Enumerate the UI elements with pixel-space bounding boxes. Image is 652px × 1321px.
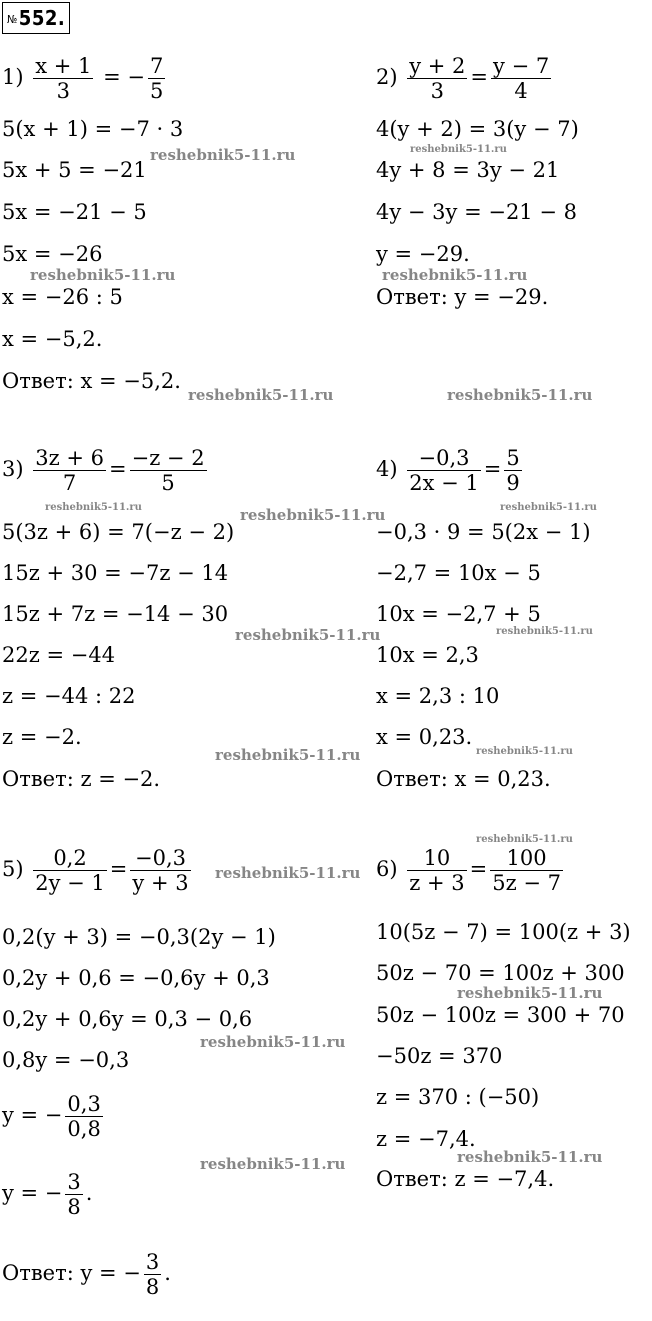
p4-line-6: x = 0,23. — [376, 725, 473, 749]
watermark: reshebnik5-11.ru — [215, 746, 361, 764]
p5-answer: Ответ: y = − $\frac{3}{8}$ . — [2, 1250, 171, 1299]
p3-line-5: z = −44 : 22 — [2, 684, 136, 708]
p1-line-3: 5x = −21 − 5 — [2, 200, 147, 224]
p6-line-4: −50z = 370 — [376, 1044, 503, 1068]
p2-line-3: 4y − 3y = −21 − 8 — [376, 200, 577, 224]
p5-line-3: 0,2y + 0,6y = 0,3 − 0,6 — [2, 1007, 253, 1031]
watermark: reshebnik5-11.ru — [382, 266, 528, 284]
p1-line-5: x = −26 : 5 — [2, 285, 123, 309]
p1-equation: 1) $\frac{x + 1}{3}$ = − $\frac{7}{5}$ — [2, 54, 164, 103]
p5-equation: 5) $\frac{0,2}{2y - 1}$ = $\frac{-0,3}{y + 3}$ — [2, 846, 189, 895]
p5-line-1: 0,2(y + 3) = −0,3(2y − 1) — [2, 925, 276, 949]
p3-equation: 3) $\frac{3z + 6}{7}$ = $\frac{-z - 2}{5}$ — [2, 446, 205, 495]
watermark: reshebnik5-11.ru — [150, 146, 296, 164]
p2-line-4: y = −29. — [376, 242, 470, 266]
watermark: reshebnik5-11.ru — [240, 506, 386, 524]
p4-answer: Ответ: x = 0,23. — [376, 767, 551, 791]
watermark: reshebnik5-11.ru — [200, 1033, 346, 1051]
p6-line-3: 50z − 100z = 300 + 70 — [376, 1003, 625, 1027]
p6-equation: 6) $\frac{10}{z + 3}$ = $\frac{100}{5z - 7}$ — [376, 846, 561, 895]
p4-line-2: −2,7 = 10x − 5 — [376, 561, 541, 585]
p3-line-4: 22z = −44 — [2, 643, 116, 667]
p2-line-1: 4(y + 2) = 3(y − 7) — [376, 117, 579, 141]
watermark: reshebnik5-11.ru — [476, 834, 573, 845]
p4-line-3: 10x = −2,7 + 5 — [376, 602, 541, 626]
watermark: reshebnik5-11.ru — [410, 144, 507, 155]
p4-equation: 4) $\frac{-0,3}{2x - 1}$ = $\frac{5}{9}$ — [376, 446, 520, 495]
watermark: reshebnik5-11.ru — [200, 1155, 346, 1173]
p5-line-5: y = − $\frac{0,3}{0,8}$ — [2, 1092, 101, 1141]
watermark: reshebnik5-11.ru — [496, 626, 593, 637]
p5-line-4: 0,8y = −0,3 — [2, 1048, 130, 1072]
watermark: reshebnik5-11.ru — [188, 386, 334, 404]
p1-line-1: 5(x + 1) = −7 · 3 — [2, 117, 184, 141]
watermark: reshebnik5-11.ru — [235, 626, 381, 644]
watermark: reshebnik5-11.ru — [500, 502, 597, 513]
p4-line-1: −0,3 · 9 = 5(2x − 1) — [376, 520, 591, 544]
watermark: reshebnik5-11.ru — [447, 386, 593, 404]
p3-line-1: 5(3z + 6) = 7(−z − 2) — [2, 520, 235, 544]
p1-line-4: 5x = −26 — [2, 242, 103, 266]
p2-line-2: 4y + 8 = 3y − 21 — [376, 158, 560, 182]
watermark: reshebnik5-11.ru — [457, 1148, 603, 1166]
p1-answer: Ответ: x = −5,2. — [2, 369, 181, 393]
p2-answer: Ответ: y = −29. — [376, 285, 549, 309]
p6-answer: Ответ: z = −7,4. — [376, 1167, 555, 1191]
p6-line-6: z = −7,4. — [376, 1127, 476, 1151]
watermark: reshebnik5-11.ru — [215, 864, 361, 882]
p1-line-2: 5x + 5 = −21 — [2, 158, 147, 182]
watermark: reshebnik5-11.ru — [457, 984, 603, 1002]
p3-answer: Ответ: z = −2. — [2, 767, 161, 791]
p6-line-2: 50z − 70 = 100z + 300 — [376, 961, 625, 985]
watermark: reshebnik5-11.ru — [476, 746, 573, 757]
p2-equation: 2) $\frac{y + 2}{3}$ = $\frac{y - 7}{4}$ — [376, 54, 550, 103]
p4-line-5: x = 2,3 : 10 — [376, 684, 500, 708]
p5-line-6: y = − $\frac{3}{8}$ . — [2, 1170, 93, 1219]
p6-line-1: 10(5z − 7) = 100(z + 3) — [376, 920, 631, 944]
p1-line-6: x = −5,2. — [2, 327, 103, 351]
watermark: reshebnik5-11.ru — [30, 266, 176, 284]
p4-line-4: 10x = 2,3 — [376, 643, 479, 667]
p3-line-2: 15z + 30 = −7z − 14 — [2, 561, 229, 585]
p5-line-2: 0,2y + 0,6 = −0,6y + 0,3 — [2, 966, 270, 990]
watermark: reshebnik5-11.ru — [45, 502, 142, 513]
p3-line-3: 15z + 7z = −14 − 30 — [2, 602, 229, 626]
p6-line-5: z = 370 : (−50) — [376, 1085, 540, 1109]
exercise-number: №552. — [2, 2, 70, 34]
p3-line-6: z = −2. — [2, 725, 82, 749]
